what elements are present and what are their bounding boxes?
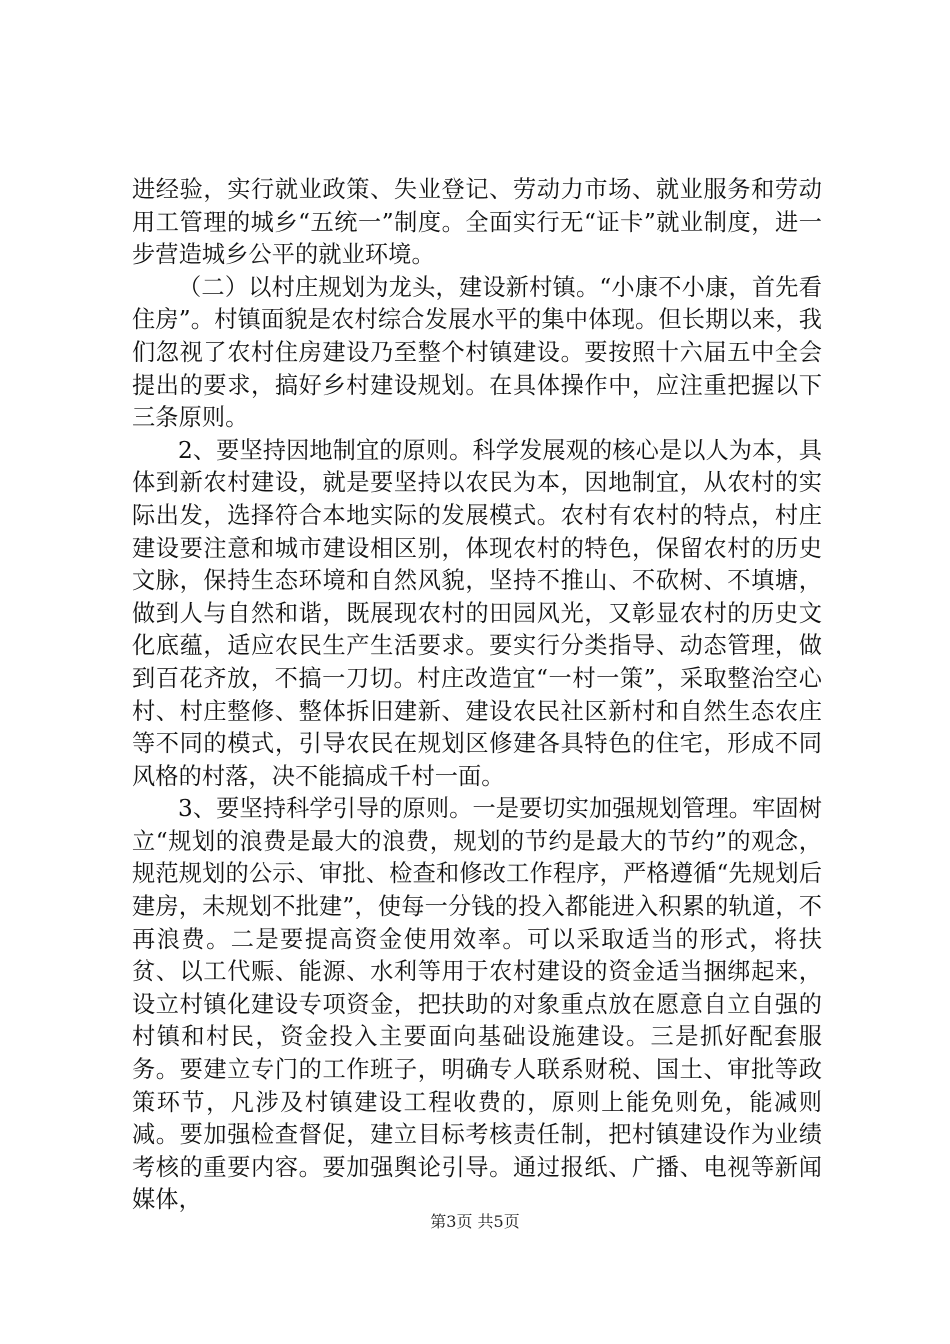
paragraph-continuation: 进经验，实行就业政策、失业登记、劳动力市场、就业服务和劳动用工管理的城乡“五统一”制度。全面实行无“证卡”就业制度，进一步营造城乡公平的就业环境。 xyxy=(132,176,822,269)
document-body xyxy=(132,174,822,1217)
page-number-footer: 第3页 共5页 xyxy=(430,1212,520,1231)
paragraph-section-two: （二）以村庄规划为龙头，建设新村镇。“小康不小康，首先看住房”。村镇面貌是农村综合发展水平的集中体现。但长期以来，我们忽视了农村住房建设乃至整个村镇建设。要按照十六届五中全会提出的要求，搞好乡村建设规划。在具体操作中，应注重把握以下三条原则。 xyxy=(132,273,822,432)
paragraph-principle-three: 3、要坚持科学引导的原则。一是要切实加强规划管理。牢固树立“规划的浪费是最大的浪费，规划的节约是最大的节约”的观念，规范规划的公示、审批、检查和修改工作程序，严格遵循“先规划后建房，未规划不批建”，使每一分钱的投入都能进入积累的轨道，不再浪费。二是要提高资金使用效率。可以采取适当的形式，将扶贫、以工代赈、能源、水利等用于农村建设的资金适当捆绑起来，设立村镇化建设专项资金，把扶助的对象重点放在愿意自立自强的村镇和村民，资金投入主要面向基础设施建设。三是抓好配套服务。要建立专门的工作班子，明确专人联系财税、国土、审批等政策环节，凡涉及村镇建设工程收费的，原则上能免则免，能减则减。要加强检查督促，建立目标考核责任制，把村镇建设作为业绩考核的重要内容。要加强舆论引导。通过报纸、广播、电视等新闻媒体， xyxy=(132,795,822,1214)
paragraph-principle-two: 2、要坚持因地制宜的原则。科学发展观的核心是以人为本，具体到新农村建设，就是要坚持以农民为本，因地制宜，从农村的实际出发，选择符合本地实际的发展模式。农村有农村的特点，村庄建设要注意和城市建设相区别，体现农村的特色，保留农村的历史文脉，保持生态环境和自然风貌，坚持不推山、不砍树、不填塘，做到人与自然和谐，既展现农村的田园风光，又彰显农村的历史文化底蕴，适应农民生产生活要求。要实行分类指导、动态管理，做到百花齐放，不搞一刀切。村庄改造宜“一村一策”，采取整治空心村、村庄整修、整体拆旧建新、建设农民社区新村和自然生态农庄等不同的模式，引导农民在规划区修建各具特色的住宅，形成不同风格的村落，决不能搞成千村一面。 xyxy=(132,436,822,790)
